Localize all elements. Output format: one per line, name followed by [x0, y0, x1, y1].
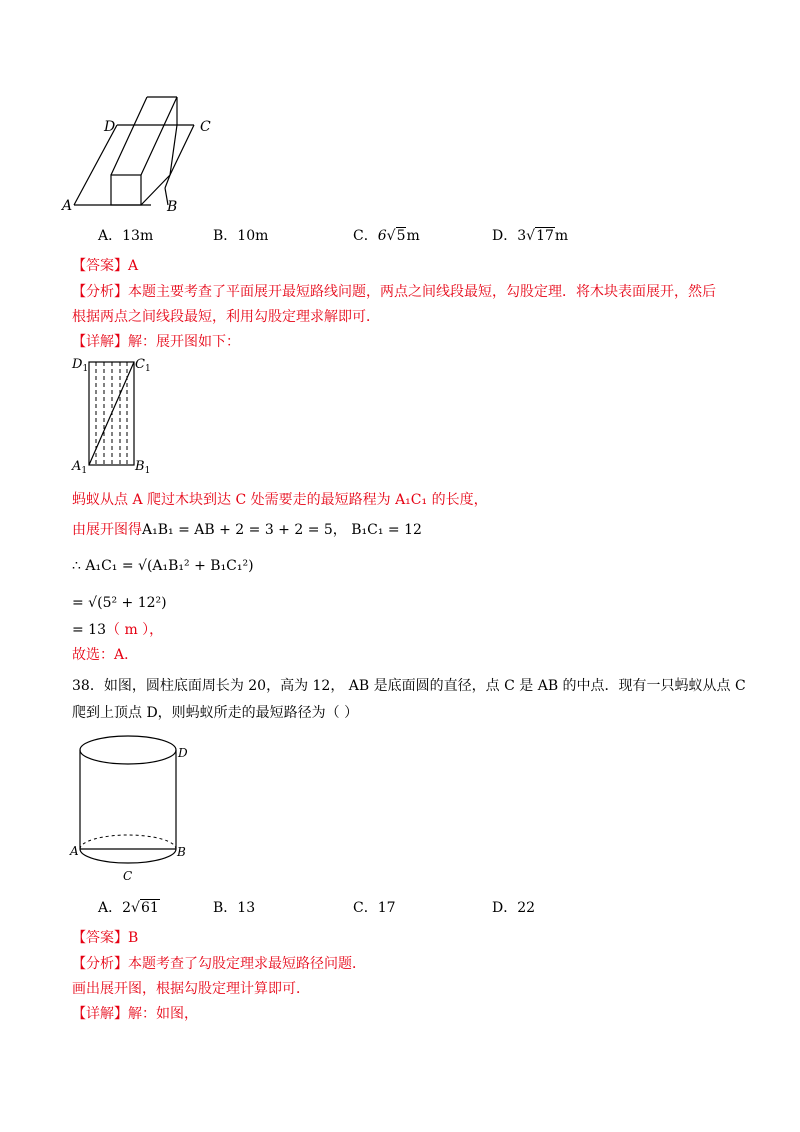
label-d1: $D_1$	[72, 357, 89, 374]
q37-analysis-line1: 【分析】本题主要考查了平面展开最短路线问题，两点之间线段最短，勾股定理．将木块表面展开，然后	[72, 284, 716, 300]
q37-answer: 【答案】A	[72, 258, 139, 274]
cyl-label-a: A	[70, 844, 79, 858]
q38-stem-line2: 爬到上顶点 D，则蚂蚁所走的最短路径为（ ）	[72, 705, 359, 721]
cylinder-figure	[68, 725, 198, 885]
label-a: A	[62, 198, 73, 214]
q38-detail-intro: 【详解】解：如图，	[72, 1006, 198, 1022]
q37-analysis-line2: 根据两点之间线段最短，利用勾股定理求解即可．	[72, 309, 380, 325]
q38-analysis-line2: 画出展开图，根据勾股定理计算即可．	[72, 981, 310, 997]
q37-option-a: A．13m	[98, 228, 154, 244]
cyl-label-d: D	[178, 746, 188, 760]
wood-block-figure	[60, 80, 230, 215]
q37-option-b: B．10m	[213, 228, 269, 244]
cyl-label-b: B	[177, 845, 186, 859]
q38-stem-line1: 38．如图，圆柱底面周长为 20，高为 12， AB 是底面圆的直径，点 C 是 AB 的中点．现有一只蚂蚁从点 C	[72, 678, 746, 694]
q38-analysis-line1: 【分析】本题考查了勾股定理求最短路径问题．	[72, 956, 366, 972]
label-b: B	[167, 199, 178, 215]
q38-option-b: B．13	[213, 900, 256, 916]
q38-option-d: D．22	[492, 900, 536, 916]
q37-detail-intro: 【详解】解：展开图如下：	[72, 334, 240, 350]
q37-detail-line3: ∴ A₁C₁ = √(A₁B₁² + B₁C₁²)	[72, 558, 254, 574]
label-d: D	[104, 119, 116, 135]
label-b1: $B_1$	[135, 459, 151, 476]
q38-option-c: C．17	[353, 900, 396, 916]
q38-option-a: A．2√61	[98, 900, 159, 916]
q37-detail-line1: 蚂蚁从点 A 爬过木块到达 C 处需要走的最短路程为 A₁C₁ 的长度，	[72, 492, 488, 508]
q37-detail-line4: = √(5² + 12²)	[72, 595, 167, 611]
label-c1: $C_1$	[135, 357, 151, 374]
unfolded-figure	[68, 352, 163, 477]
label-c: C	[200, 119, 211, 135]
label-a1: $A_1$	[72, 459, 88, 476]
q37-detail-line2: 由展开图得A₁B₁ = AB + 2 = 3 + 2 = 5， B₁C₁ = 12	[72, 522, 422, 538]
q37-detail-line5: = 13（ m ），	[72, 622, 164, 638]
q37-option-d: D．3√17m	[492, 228, 569, 244]
cyl-label-c: C	[123, 869, 133, 883]
q37-detail-line6: 故选：A．	[72, 647, 139, 663]
q37-option-c: C．6√5m	[353, 228, 420, 244]
q38-answer: 【答案】B	[72, 930, 139, 946]
